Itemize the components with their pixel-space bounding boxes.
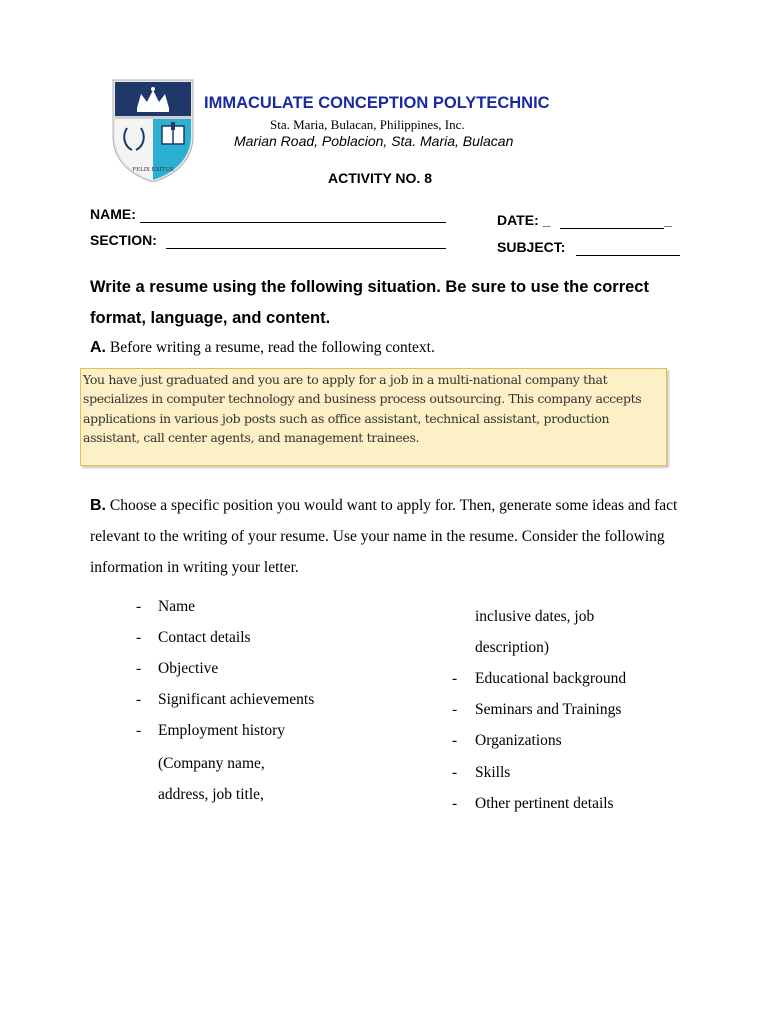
bullet-dash: - bbox=[136, 660, 142, 677]
list-item: Skills bbox=[475, 764, 511, 781]
section-label: SECTION: bbox=[90, 232, 157, 248]
bullet-dash: - bbox=[452, 701, 458, 718]
part-b-text: Choose a specific position you would want to apply for. Then, generate some ideas and fact relevant to the writing of your resume. Use your name in the resume. Consider the following information in writing your letter. bbox=[90, 497, 678, 576]
list-item: Employment history bbox=[158, 722, 286, 739]
name-input-line[interactable] bbox=[140, 222, 446, 223]
school-address: Marian Road, Poblacion, Sta. Maria, Bulacan bbox=[234, 133, 514, 149]
part-b-letter: B. bbox=[90, 497, 106, 514]
part-a-text: Before writing a resume, read the following context. bbox=[109, 339, 435, 356]
date-input-line[interactable] bbox=[560, 228, 664, 229]
date-label: DATE: _ bbox=[497, 212, 551, 228]
part-a bbox=[90, 339, 435, 357]
bullet-dash: - bbox=[136, 691, 142, 708]
part-a-letter: A. bbox=[90, 339, 106, 356]
bullet-dash: - bbox=[452, 795, 458, 812]
bullet-dash: - bbox=[136, 598, 142, 615]
context-box bbox=[80, 368, 667, 466]
list-item: Objective bbox=[158, 660, 219, 677]
list-item-continuation: (Company name, bbox=[158, 755, 265, 772]
school-name: IMMACULATE CONCEPTION POLYTECHNIC bbox=[204, 94, 550, 112]
context-text: You have just graduated and you are to apply for a job in a multi-national company that specializes in computer technology and business process outsourcing. This company accepts applications in various job posts such as office assistant, technical assistant, production assistant, call center agents, and management trainees. bbox=[83, 372, 642, 446]
school-subtitle: Sta. Maria, Bulacan, Philippines, Inc. bbox=[270, 117, 465, 132]
svg-text:FELIX EXITUS: FELIX EXITUS bbox=[132, 167, 174, 173]
activity-title: ACTIVITY NO. 8 bbox=[328, 170, 432, 186]
bullet-dash: - bbox=[136, 629, 142, 646]
section-input-line[interactable] bbox=[166, 248, 446, 249]
bullet-dash: - bbox=[452, 764, 458, 781]
list-item: Organizations bbox=[475, 732, 562, 749]
bullet-dash: - bbox=[452, 732, 458, 749]
bullet-dash: - bbox=[136, 722, 142, 739]
school-logo bbox=[110, 78, 196, 182]
list-item-continuation: address, job title, bbox=[158, 786, 264, 803]
book-icon bbox=[162, 122, 184, 144]
list-item: Seminars and Trainings bbox=[475, 701, 622, 718]
list-item-continuation: inclusive dates, job bbox=[475, 608, 595, 625]
list-item: Contact details bbox=[158, 629, 251, 646]
list-item-continuation: description) bbox=[475, 639, 550, 656]
part-b bbox=[90, 490, 690, 583]
list-item: Name bbox=[158, 598, 196, 615]
subject-label: SUBJECT: bbox=[497, 239, 566, 255]
subject-input-line[interactable] bbox=[576, 255, 680, 256]
list-item: Significant achievements bbox=[158, 691, 315, 708]
date-suffix: _ bbox=[664, 212, 672, 228]
bullet-dash: - bbox=[452, 670, 458, 687]
list-item: Other pertinent details bbox=[475, 795, 614, 812]
instructions: Write a resume using the following situation. Be sure to use the correct format, language, and content. bbox=[90, 278, 649, 327]
list-item: Educational background bbox=[475, 670, 627, 687]
name-label: NAME: bbox=[90, 206, 136, 222]
